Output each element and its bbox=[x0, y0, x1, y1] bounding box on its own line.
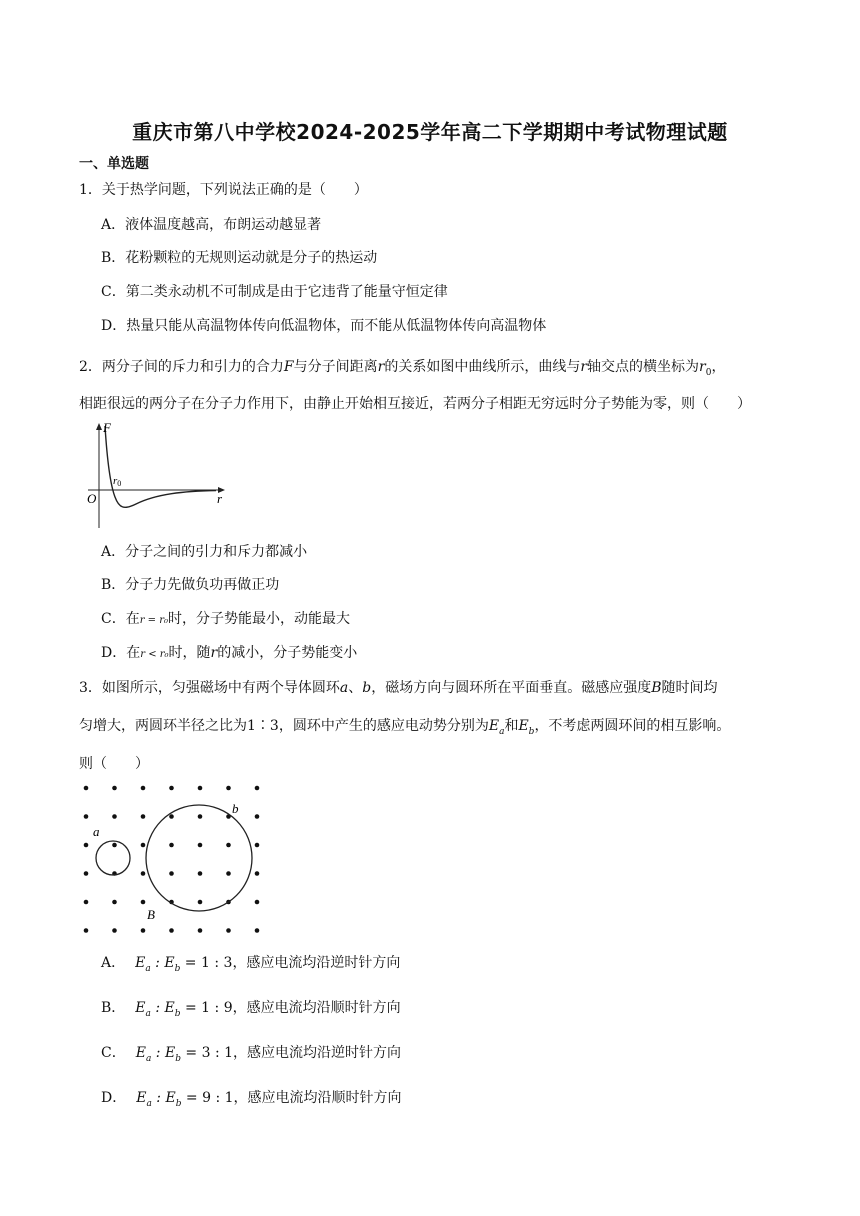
field-dot bbox=[169, 786, 174, 791]
q2-option-c-b: 时，分子势能最小，动能最大 bbox=[168, 611, 351, 627]
field-dot bbox=[255, 786, 260, 791]
q3-a-symbol: a bbox=[339, 680, 349, 696]
graph-r0-label: r0 bbox=[113, 475, 122, 488]
field-dot bbox=[84, 928, 89, 933]
field-B-label: B bbox=[147, 907, 155, 922]
q3-option-a-label: A． bbox=[101, 955, 126, 971]
q3-B-symbol: B bbox=[651, 680, 662, 696]
q2-option-a[interactable]: A．分子之间的引力和斥力都减小 bbox=[101, 544, 308, 560]
q3-stem-line1 bbox=[79, 677, 718, 697]
field-dot bbox=[112, 786, 117, 791]
q2-option-c-cond: r = r₀ bbox=[139, 615, 169, 626]
field-dot bbox=[169, 843, 174, 848]
q2-F-symbol: F bbox=[283, 359, 294, 375]
q2-r-symbol: r bbox=[377, 359, 385, 375]
field-dot bbox=[141, 871, 146, 876]
field-dot bbox=[255, 843, 260, 848]
q2-r-symbol-2: r bbox=[580, 359, 588, 375]
q3-option-b[interactable]: B． $E_a$ : $E_b = 1$ : 9，感应电流均沿顺时针方向 bbox=[101, 1000, 401, 1019]
field-dot bbox=[112, 900, 117, 905]
q2-stem-a: 2．两分子间的斥力和引力的合力 bbox=[79, 359, 284, 375]
page-title: 重庆市第八中学校2024-2025学年高二下学期期中考试物理试题 bbox=[132, 120, 728, 144]
q2-option-c[interactable] bbox=[101, 608, 350, 628]
field-dot bbox=[169, 871, 174, 876]
field-dot bbox=[84, 786, 89, 791]
q2-comma: ， bbox=[711, 359, 726, 375]
q3-option-a-ratio: 1 : 3 bbox=[201, 955, 233, 971]
q1-option-c[interactable]: C．第二类永动机不可制成是由于它违背了能量守恒定律 bbox=[101, 284, 448, 300]
q3-stem-b: ，磁场方向与圆环所在平面垂直。磁感应强度 bbox=[371, 680, 652, 696]
field-dot bbox=[84, 814, 89, 819]
field-dot bbox=[84, 871, 89, 876]
q2-option-d-cond: r < r₀ bbox=[140, 649, 169, 660]
field-dot bbox=[112, 928, 117, 933]
q3-Eb: E bbox=[518, 718, 529, 734]
q3-option-b-text: ，感应电流均沿顺时针方向 bbox=[232, 1000, 401, 1016]
q1-option-b[interactable]: B．花粉颗粒的无规则运动就是分子的热运动 bbox=[101, 250, 378, 266]
q3-option-d[interactable]: D． $E_a$ : $E_b = 9$ : 1，感应电流均沿顺时针方向 bbox=[101, 1090, 402, 1109]
field-dot bbox=[141, 786, 146, 791]
field-dot bbox=[198, 871, 203, 876]
field-dot bbox=[141, 900, 146, 905]
ring-a-label: a bbox=[93, 824, 100, 839]
field-dot bbox=[198, 928, 203, 933]
q3-stem-line2 bbox=[79, 715, 730, 737]
q2-option-d-a: D．在 bbox=[101, 645, 141, 661]
ring-b-label: b bbox=[232, 801, 239, 816]
field-dot bbox=[84, 843, 89, 848]
q2-option-d-c: 的减小，分子势能变小 bbox=[217, 645, 358, 661]
graph-y-label: F bbox=[103, 420, 111, 435]
q3-option-b-ratio: 1 : 9 bbox=[201, 1000, 233, 1016]
q2-stem-c: 的关系如图中曲线所示，曲线与 bbox=[384, 359, 581, 375]
q3-option-c-label: C． bbox=[101, 1045, 126, 1061]
q3-stem-line2b: ，不考虑两圆环间的相互影响。 bbox=[534, 718, 731, 734]
q3-Ea: E bbox=[488, 718, 500, 734]
field-dot bbox=[226, 928, 231, 933]
q2-force-graph bbox=[84, 418, 234, 530]
q3-option-a-text: ，感应电流均沿逆时针方向 bbox=[232, 955, 401, 971]
q3-option-c[interactable]: C． $E_a$ : $E_b = 3$ : 1，感应电流均沿逆时针方向 bbox=[101, 1045, 402, 1064]
q3-stem-line2a: 匀增大，两圆环半径之比为1∶3，圆环中产生的感应电动势分别为 bbox=[79, 718, 489, 734]
q3-b-symbol: b bbox=[362, 680, 372, 696]
q2-option-d-r: r bbox=[210, 645, 218, 661]
field-dot bbox=[169, 928, 174, 933]
field-dot bbox=[226, 871, 231, 876]
field-dot bbox=[255, 900, 260, 905]
q3-option-d-label: D． bbox=[101, 1090, 127, 1106]
q3-option-c-text: ，感应电流均沿逆时针方向 bbox=[233, 1045, 402, 1061]
q2-r0-symbol: r bbox=[699, 359, 706, 375]
q2-stem-b: 与分子间距离 bbox=[293, 359, 378, 375]
graph-origin-label: O bbox=[87, 491, 97, 506]
q2-option-c-a: C．在 bbox=[101, 611, 140, 627]
q3-Ea-sub: a bbox=[499, 726, 505, 737]
field-dot bbox=[141, 843, 146, 848]
q3-option-c-ratio: 3 : 1 bbox=[201, 1045, 234, 1061]
field-dot bbox=[198, 843, 203, 848]
field-dot bbox=[112, 814, 117, 819]
field-dot bbox=[112, 843, 117, 848]
q3-stem-a: 3．如图所示，匀强磁场中有两个导体圆环 bbox=[79, 680, 340, 696]
field-dot bbox=[226, 786, 231, 791]
field-dot bbox=[255, 871, 260, 876]
force-curve bbox=[105, 426, 216, 507]
q1-option-a[interactable]: A．液体温度越高，布朗运动越显著 bbox=[101, 217, 322, 233]
q2-stem-line2: 相距很远的两分子在分子力作用下，由静止开始相互接近，若两分子相距无穷远时分子势能为零，则（ ） bbox=[79, 396, 751, 412]
q3-option-d-text: ，感应电流均沿顺时针方向 bbox=[233, 1090, 402, 1106]
q3-sep: 、 bbox=[348, 680, 363, 696]
ring-b bbox=[146, 805, 252, 911]
q2-stem-d: 轴交点的横坐标为 bbox=[587, 359, 700, 375]
field-dot bbox=[255, 814, 260, 819]
field-dot bbox=[255, 928, 260, 933]
field-dot bbox=[169, 814, 174, 819]
q2-option-d-b: 时，随 bbox=[168, 645, 211, 661]
graph-x-label: r bbox=[217, 491, 223, 506]
q2-r0-sub: 0 bbox=[705, 367, 712, 378]
q2-option-b[interactable]: B．分子力先做负功再做正功 bbox=[101, 577, 280, 593]
q3-Eb-sub: b bbox=[528, 726, 535, 737]
q1-stem: 1．关于热学问题，下列说法正确的是（ ） bbox=[79, 182, 368, 198]
field-dot bbox=[141, 928, 146, 933]
q1-option-d[interactable]: D．热量只能从高温物体传向低温物体，而不能从低温物体传向高温物体 bbox=[101, 318, 547, 334]
section-heading: 一、单选题 bbox=[79, 156, 149, 172]
field-dot bbox=[226, 843, 231, 848]
field-dot bbox=[141, 814, 146, 819]
field-dot bbox=[198, 900, 203, 905]
q3-stem-c: 随时间均 bbox=[661, 680, 718, 696]
field-dot bbox=[198, 786, 203, 791]
field-dot bbox=[84, 900, 89, 905]
q3-magnetic-field-figure bbox=[76, 778, 266, 936]
q3-option-a[interactable]: A． $E_a$ : $E_b = 1$ : 3，感应电流均沿逆时针方向 bbox=[101, 955, 401, 974]
q3-option-b-label: B． bbox=[101, 1000, 126, 1016]
q3-stem-line3: 则（ ） bbox=[79, 756, 149, 772]
q3-and: 和 bbox=[504, 718, 519, 734]
q3-option-d-ratio: 9 : 1 bbox=[202, 1090, 234, 1106]
q2-option-d[interactable] bbox=[101, 642, 357, 662]
field-dot bbox=[198, 814, 203, 819]
q2-stem-line1 bbox=[79, 356, 725, 378]
